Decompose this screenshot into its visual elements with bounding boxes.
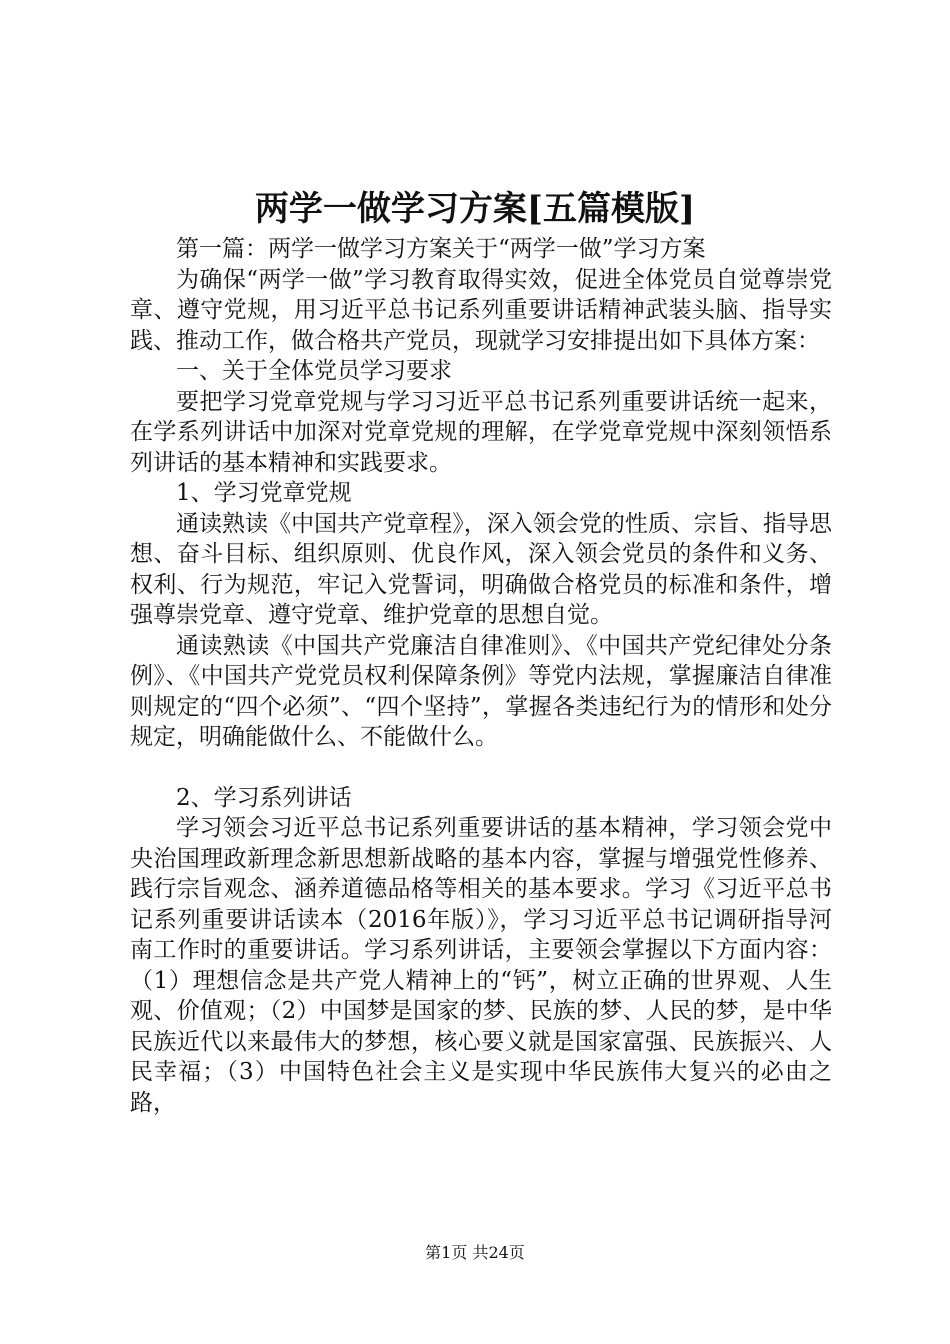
paragraph-requirements: 要把学习党章党规与学习习近平总书记系列重要讲话统一起来，在学系列讲话中加深对党章党规的理解，在学党章党规中深刻领悟系列讲话的基本精神和实践要求。 — [130, 388, 832, 476]
section-heading-requirements: 一、关于全体党员学习要求 — [176, 358, 452, 384]
subheading-speeches: 2、学习系列讲话 — [176, 784, 352, 811]
paragraph-party-regulations: 通读熟读《中国共产党廉洁自律准则》、《中国共产党纪律处分条例》、《中国共产党党员权利保障条例》等党内法规，掌握廉洁自律准则规定的“四个必须”、“四个坚持”，掌握各类违纪行为的情形和处分规定，明确能做什么、不能做什么。 — [130, 632, 832, 750]
section-heading-first: 第一篇：两学一做学习方案关于“两学一做”学习方案 — [176, 236, 706, 262]
paragraph-intro: 为确保“两学一做”学习教育取得实效，促进全体党员自觉尊崇党章、遵守党规，用习近平总书记系列重要讲话精神武装头脑、指导实践、推动工作，做合格共产党员，现就学习安排提出如下具体方案： — [130, 266, 832, 354]
subheading-party-rules: 1、学习党章党规 — [176, 480, 352, 506]
paragraph-party-constitution: 通读熟读《中国共产党章程》，深入领会党的性质、宗旨、指导思想、奋斗目标、组织原则、优良作风，深入领会党员的条件和义务、权利、行为规范，牢记入党誓词，明确做合格党员的标准和条件，增强尊崇党章、遵守党章、维护党章的思想自觉。 — [130, 510, 832, 628]
document-title: 两学一做学习方案[五篇模版] — [254, 189, 696, 229]
paragraph-speeches: 学习领会习近平总书记系列重要讲话的基本精神，学习领会党中央治国理政新理念新思想新战略的基本内容，掌握与增强党性修养、践行宗旨观念、涵养道德品格等相关的基本要求。学习《习近平总书记系列重要讲话读本（2016年版）》，学习习近平总书记调研指导河南工作时的重要讲话。学习系列讲话，主要领会掌握以下方面内容：（1）理想信念是共产党人精神上的“钙”，树立正确的世界观、人生观、价值观；（2）中国梦是国家的梦、民族的梦、人民的梦，是中华民族近代以来最伟大的梦想，核心要义就是国家富强、民族振兴、人民幸福；（3）中国特色社会主义是实现中华民族伟大复兴的必由之路， — [130, 815, 832, 1116]
page-number-footer: 第1页 共24页 — [425, 1243, 525, 1262]
document-body — [130, 234, 832, 1118]
